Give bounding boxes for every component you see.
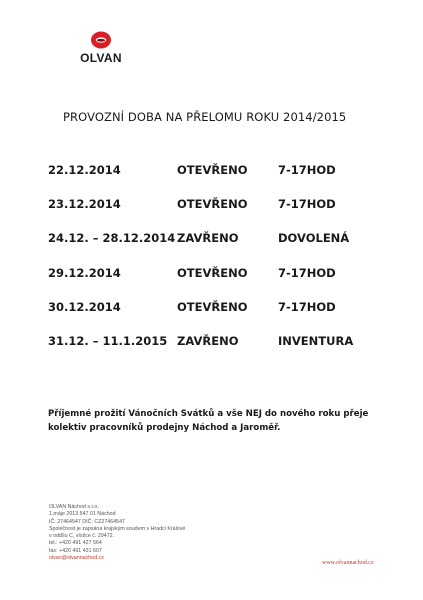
schedule-date: 23.12.2014 — [48, 197, 121, 212]
schedule-status: OTEVŘENO — [177, 299, 248, 314]
olvan-logo-icon — [90, 30, 112, 50]
schedule-date: 29.12.2014 — [48, 265, 121, 280]
schedule-row — [48, 163, 388, 197]
schedule-row — [48, 300, 388, 334]
schedule-info: DOVOLENÁ — [278, 231, 350, 246]
footer-registration-section: v oddílu C, vložce č. 29472. — [49, 533, 115, 540]
footer-company-name: OLVAN Náchod s.r.o. — [49, 504, 99, 510]
schedule-date: 22.12.2014 — [48, 163, 121, 177]
footer-fax: fax: +420 491 431 607 — [49, 547, 102, 554]
footer-address: 1.máje 2013 547 01 Náchod — [49, 511, 116, 518]
footer-tax-ids: IČ: 27464547 DIČ: CZ27464547 — [49, 518, 125, 525]
footer-registration: Společnost je zapsána krajským soudem v Hradci Králové — [49, 525, 186, 532]
schedule-status: ZAVŘENO — [177, 333, 239, 348]
schedule-row — [48, 266, 388, 300]
schedule-status: OTEVŘENO — [177, 163, 248, 177]
olvan-logo — [79, 30, 123, 65]
schedule-info: 7-17HOD — [278, 265, 336, 280]
schedule-row — [48, 197, 388, 231]
schedule-status: ZAVŘENO — [177, 231, 239, 246]
schedule-info: 7-17HOD — [278, 163, 336, 177]
footer-email-link[interactable]: olvan@olvannachod.cz — [49, 555, 104, 562]
schedule-status: OTEVŘENO — [177, 197, 248, 212]
footer-phone: tel.: +420 491 427 564 — [49, 540, 102, 547]
schedule-table — [48, 163, 388, 368]
page-title: PROVOZNÍ DOBA NA PŘELOMU ROKU 2014/2015 — [63, 110, 347, 124]
schedule-date: 31.12. – 11.1.2015 — [48, 333, 168, 348]
schedule-status: OTEVŘENO — [177, 265, 248, 280]
schedule-date: 30.12.2014 — [48, 299, 121, 314]
logo-wordmark: OLVAN — [80, 51, 122, 65]
schedule-info: 7-17HOD — [278, 197, 336, 212]
company-footer — [49, 504, 229, 562]
schedule-date: 24.12. – 28.12.2014 — [48, 231, 176, 246]
holiday-greeting: Příjemné prožití Vánočních Svátků a vše NEJ do nového roku přeje kolektiv pracovníků prodejny Náchod a Jaroměř. — [48, 409, 369, 433]
schedule-info: INVENTURA — [278, 333, 354, 348]
schedule-row — [48, 231, 388, 265]
schedule-row — [48, 334, 388, 368]
footer-website-link[interactable]: www.olvannachod.cz — [322, 560, 374, 566]
schedule-info: 7-17HOD — [278, 299, 336, 314]
